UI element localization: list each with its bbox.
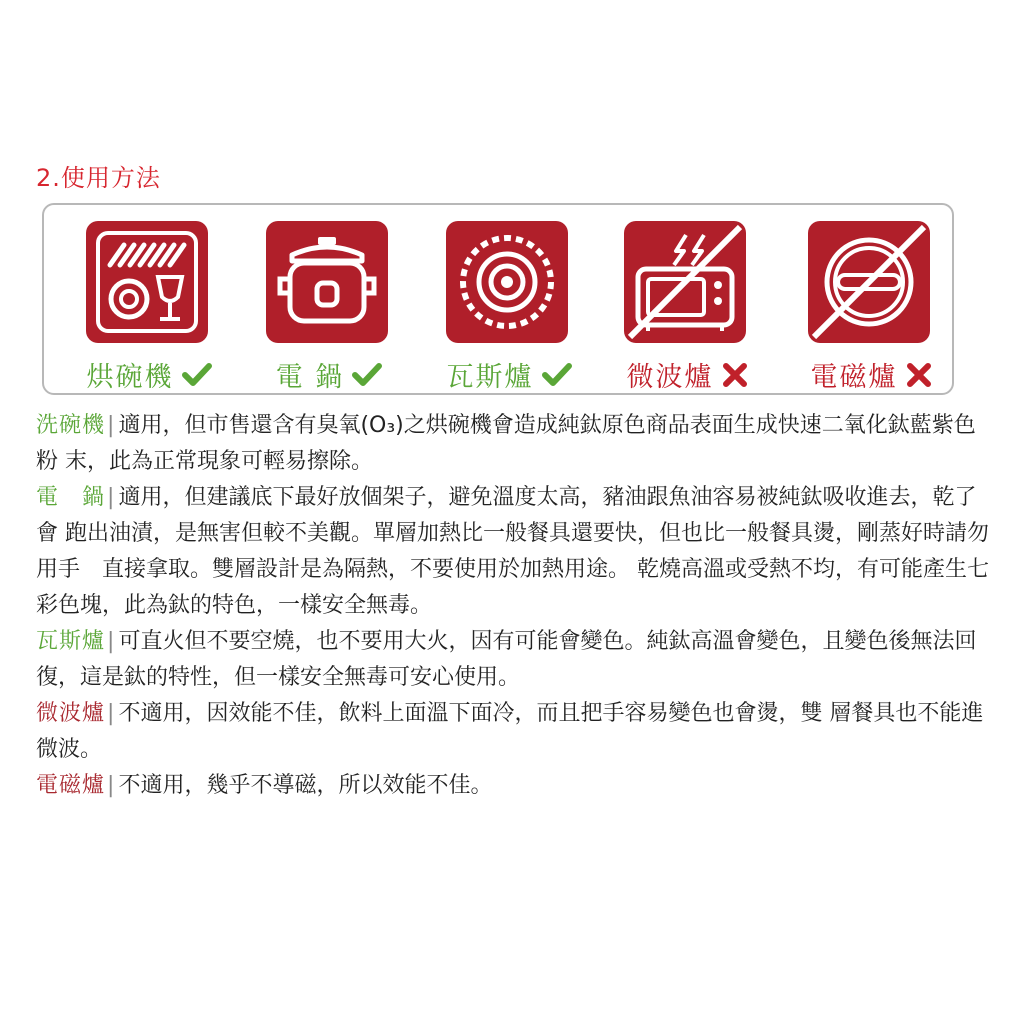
description-label: 微波爐 bbox=[36, 701, 106, 726]
description-rice-cooker bbox=[36, 480, 991, 624]
separator: | bbox=[107, 629, 115, 654]
description-label: 電磁爐 bbox=[36, 773, 106, 798]
description-text: 適用，但市售還含有臭氧(O₃)之烘碗機會造成純鈦原色商品表面生成快速二氧化鈦藍紫色粉 末，此為正常現象可輕易擦除。 bbox=[36, 413, 976, 474]
description-text: 不適用，幾乎不導磁，所以效能不佳。 bbox=[118, 773, 493, 798]
description-text: 不適用，因效能不佳，飲料上面溫下面冷，而且把手容易變色也會燙，雙 層餐具也不能進微波。 bbox=[36, 701, 984, 762]
appliance-induction-cooker bbox=[786, 221, 956, 391]
description-text: 適用，但建議底下最好放個架子，避免溫度太高，豬油跟魚油容易被純鈦吸收進去，乾了會 跑出油漬，是無害但較不美觀。單層加熱比一般餐具還要快，但也比一般餐具燙，剛蒸好時請勿用手 直接拿取。雙層設計是為隔熱，不要使用於加熱用途。 乾燒高溫或受熱不均，有可能產生七彩色塊，此為鈦的特色，一樣安全無毒。 bbox=[36, 485, 989, 618]
separator: | bbox=[107, 485, 115, 510]
microwave-icon bbox=[624, 221, 746, 343]
description-label: 電 鍋 bbox=[36, 485, 106, 510]
separator: | bbox=[107, 773, 115, 798]
rice-cooker-icon bbox=[266, 221, 388, 343]
icon-caption: 微波爐 bbox=[626, 362, 714, 393]
dishwasher-icon bbox=[86, 221, 208, 343]
icon-caption: 電磁爐 bbox=[810, 362, 898, 393]
icon-caption: 電 鍋 bbox=[275, 362, 345, 393]
icon-caption: 瓦斯爐 bbox=[446, 362, 534, 393]
separator: | bbox=[107, 701, 115, 726]
induction-cooker-icon bbox=[808, 221, 930, 343]
description-gas-stove bbox=[36, 624, 991, 696]
description-induction-cooker bbox=[36, 768, 991, 804]
gas-stove-icon bbox=[446, 221, 568, 343]
check-icon bbox=[542, 362, 572, 388]
check-icon bbox=[352, 362, 382, 388]
separator: | bbox=[107, 413, 115, 438]
appliance-icon-panel bbox=[42, 203, 954, 395]
description-text: 可直火但不要空燒，也不要用大火，因有可能會變色。純鈦高溫會變色，且變色後無法回復，這是鈦的特性，但一樣安全無毒可安心使用。 bbox=[36, 629, 977, 690]
section-title: 2.使用方法 bbox=[36, 164, 161, 192]
appliance-rice-cooker bbox=[244, 221, 414, 391]
description-label: 洗碗機 bbox=[36, 413, 106, 438]
description-dishwasher bbox=[36, 408, 991, 480]
check-icon bbox=[182, 362, 212, 388]
cross-icon bbox=[722, 362, 748, 388]
appliance-dishwasher bbox=[64, 221, 234, 391]
appliance-microwave bbox=[602, 221, 772, 391]
appliance-gas-stove bbox=[424, 221, 594, 391]
usage-descriptions bbox=[36, 408, 991, 804]
description-label: 瓦斯爐 bbox=[36, 629, 106, 654]
cross-icon bbox=[906, 362, 932, 388]
icon-caption: 烘碗機 bbox=[86, 362, 174, 393]
description-microwave bbox=[36, 696, 991, 768]
